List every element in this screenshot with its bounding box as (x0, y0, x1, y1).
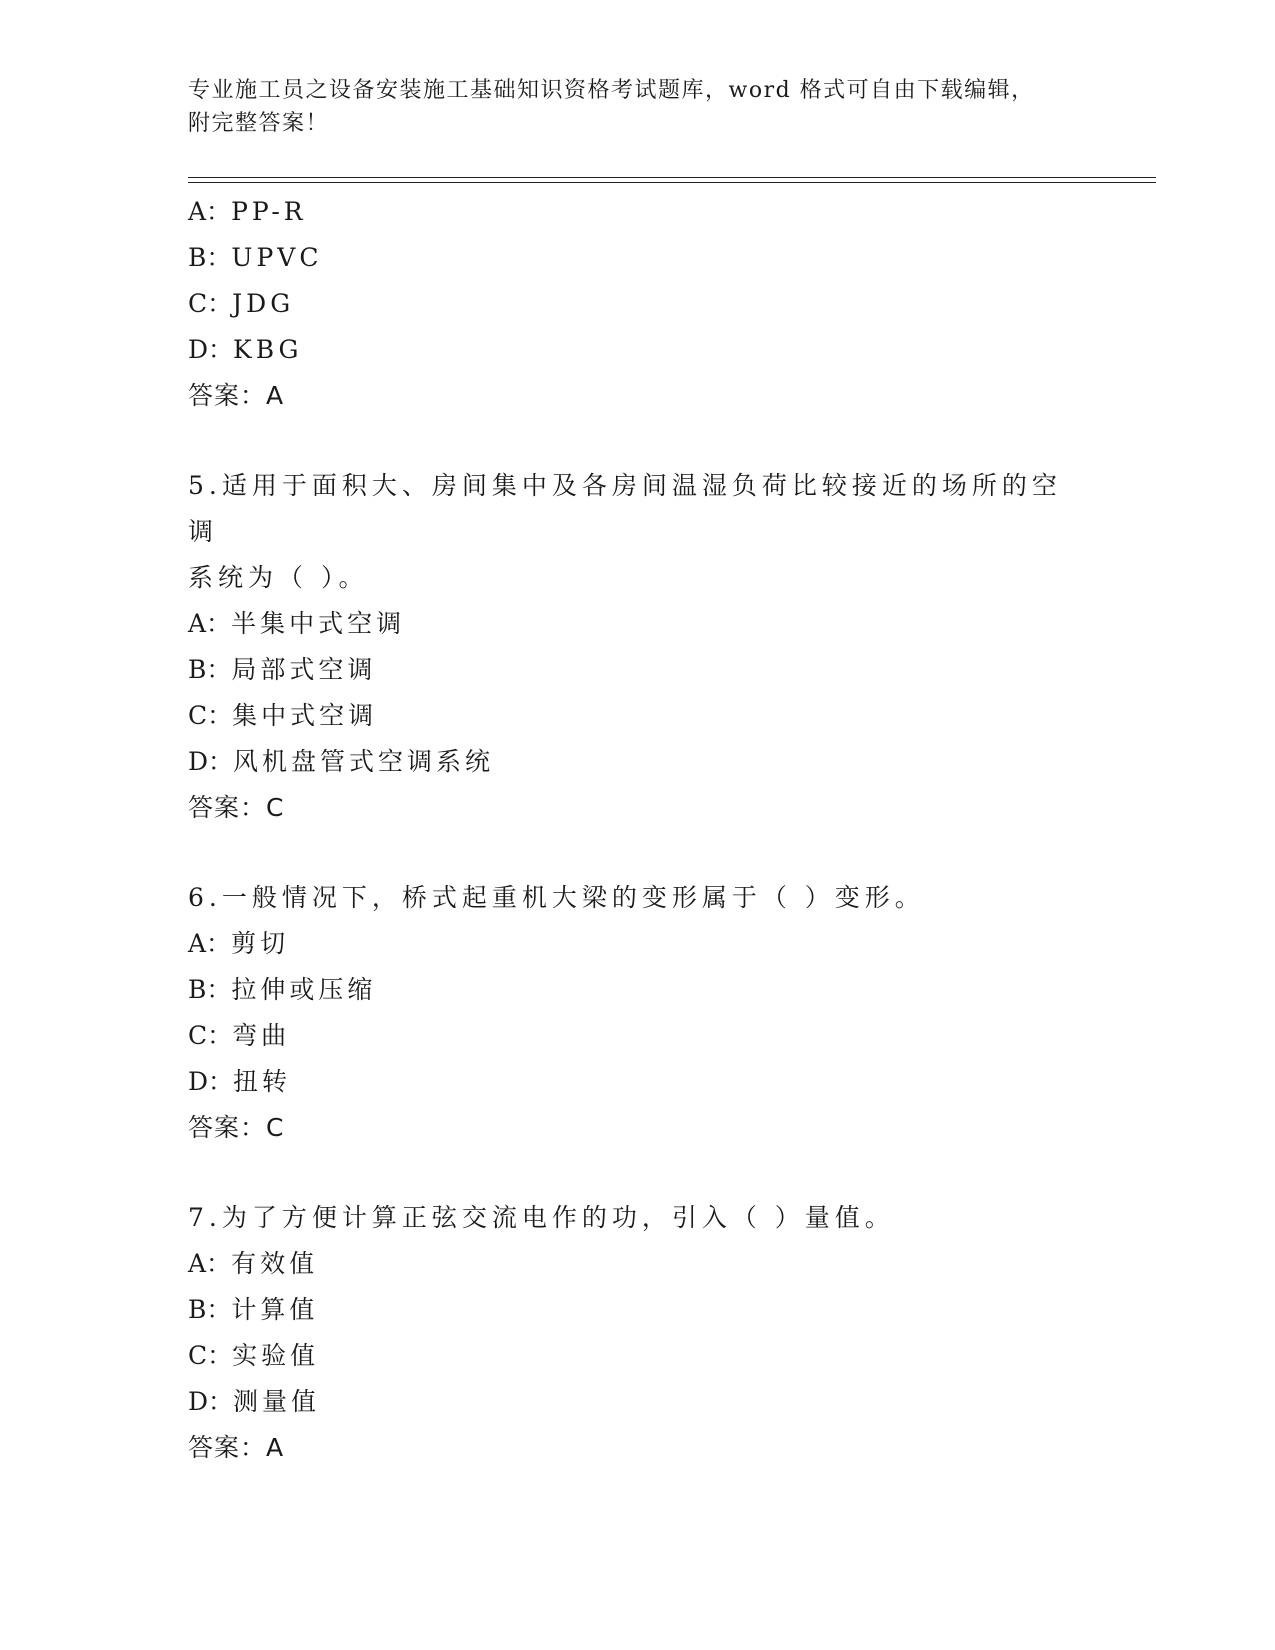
option-d (188, 1379, 1088, 1425)
option-d (188, 739, 1088, 785)
option-text: 拉伸或压缩 (231, 975, 377, 1004)
option-text: PP-R (231, 197, 307, 226)
option-key: C： (188, 289, 233, 318)
option-b (188, 235, 1088, 281)
option-key: A： (188, 609, 232, 638)
option-a (188, 921, 1088, 967)
answer-line: 答案：A (188, 381, 285, 410)
option-text: 半集中式空调 (231, 609, 406, 638)
option-text: 风机盘管式空调系统 (233, 747, 495, 776)
option-a (188, 1241, 1088, 1287)
header-divider-bottom (188, 182, 1156, 183)
option-c (188, 693, 1088, 739)
option-b (188, 967, 1088, 1013)
option-key: B： (188, 655, 232, 684)
option-text: 局部式空调 (231, 655, 377, 684)
option-key: B： (188, 975, 232, 1004)
option-text: 剪切 (231, 929, 290, 958)
option-c (188, 1333, 1088, 1379)
question-block-5 (188, 463, 1088, 831)
option-key: D： (188, 1067, 234, 1096)
option-text: 集中式空调 (232, 701, 378, 730)
option-text: 实验值 (232, 1341, 320, 1370)
header-line-2: 附完整答案！ (188, 111, 330, 136)
question-stem: 7.为了方便计算正弦交流电作的功，引入（ ）量值。 (188, 1203, 895, 1232)
question-block-4 (188, 189, 1088, 419)
option-b (188, 647, 1088, 693)
option-key: B： (188, 243, 232, 272)
option-a (188, 189, 1088, 235)
option-key: C： (188, 1021, 233, 1050)
option-key: D： (188, 1387, 234, 1416)
question-block-6 (188, 875, 1088, 1151)
header-divider-top (188, 177, 1156, 178)
option-text: 测量值 (233, 1387, 321, 1416)
question-stem: 6.一般情况下，桥式起重机大梁的变形属于（ ）变形。 (188, 883, 925, 912)
question-stem-line-2: 系统为（ ）。 (188, 563, 369, 592)
option-key: B： (188, 1295, 232, 1324)
option-a (188, 601, 1088, 647)
option-d (188, 327, 1088, 373)
option-key: A： (188, 197, 232, 226)
option-c (188, 1013, 1088, 1059)
option-text: UPVC (231, 243, 323, 272)
answer-line: 答案：C (188, 1113, 285, 1142)
option-text: JDG (232, 289, 295, 318)
option-key: D： (188, 747, 234, 776)
answer-line: 答案：C (188, 793, 285, 822)
answer-line: 答案：A (188, 1433, 285, 1462)
option-b (188, 1287, 1088, 1333)
option-key: D： (188, 335, 234, 364)
option-text: 扭转 (233, 1067, 292, 1096)
option-key: C： (188, 701, 233, 730)
question-block-7 (188, 1195, 1088, 1471)
option-key: A： (188, 929, 232, 958)
option-text: KBG (233, 335, 303, 364)
option-text: 有效值 (231, 1249, 319, 1278)
option-key: C： (188, 1341, 233, 1370)
option-c (188, 281, 1088, 327)
question-list (188, 189, 1088, 1471)
document-header (188, 74, 1088, 140)
option-text: 弯曲 (232, 1021, 291, 1050)
option-key: A： (188, 1249, 232, 1278)
option-d (188, 1059, 1088, 1105)
option-text: 计算值 (231, 1295, 319, 1324)
question-stem-line-1: 5.适用于面积大、房间集中及各房间温湿负荷比较接近的场所的空调 (188, 471, 1062, 546)
header-line-1: 专业施工员之设备安装施工基础知识资格考试题库，word 格式可自由下载编辑， (188, 78, 1035, 103)
